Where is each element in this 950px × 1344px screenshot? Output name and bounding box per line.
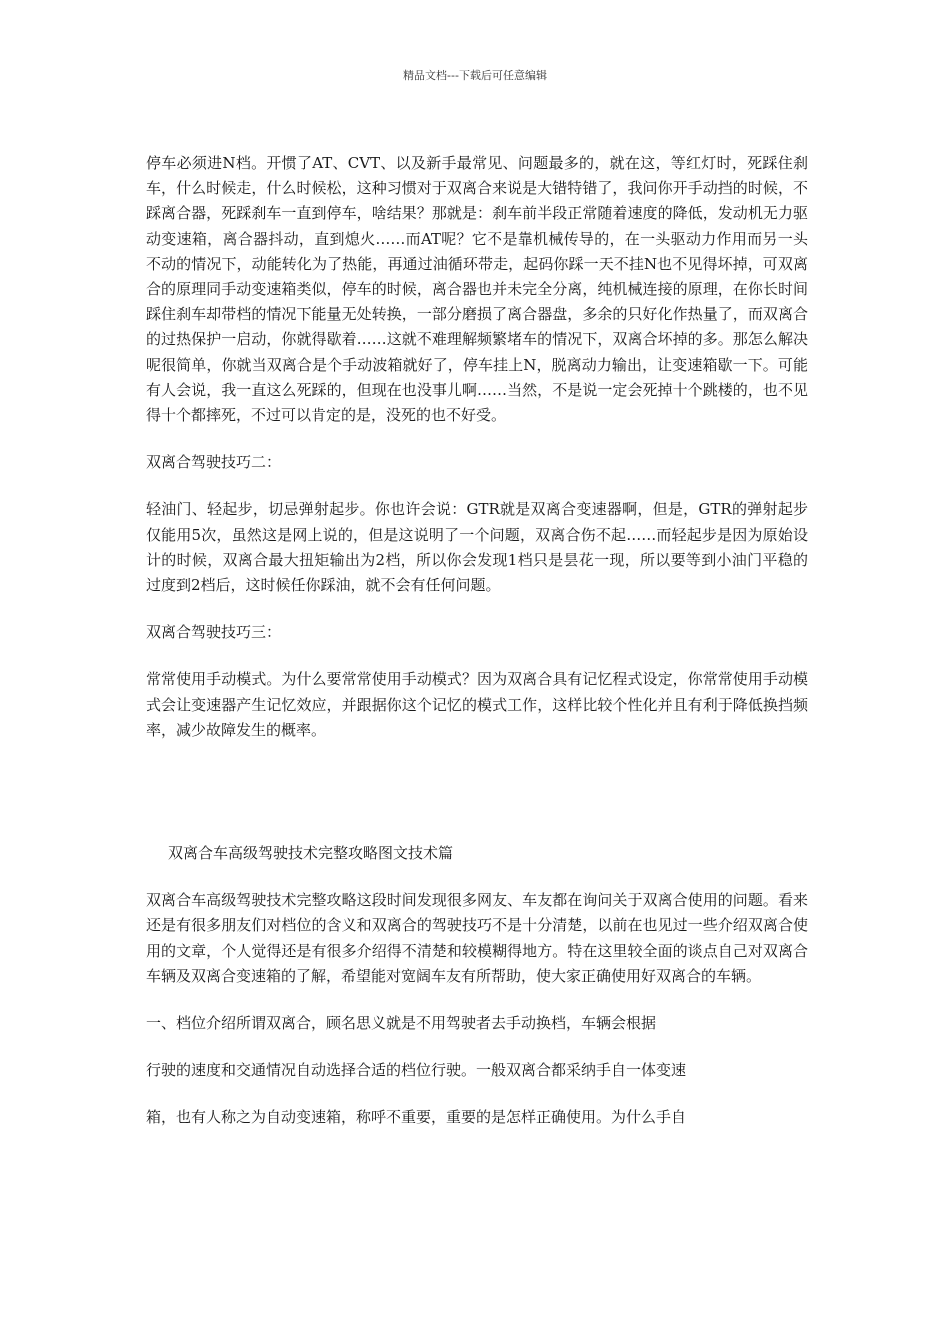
paragraph-tip-three: 常常使用手动模式。为什么要常常使用手动模式？因为双离合具有记忆程式设定，你常常使用手动模式会让变速器产生记忆效应，并跟据你这个记忆的模式工作，这样比较个性化并且有利于降低换挡频率，减少故障发生的概率。 [146,670,808,739]
paragraph-parking-neutral: 停车必须进N档。开惯了AT、CVT、以及新手最常见、问题最多的，就在这，等红灯时，死踩住刹车，什么时候走，什么时候松，这种习惯对于双离合来说是大错特错了，我问你开手动挡的时候，不踩离合器，死踩刹车一直到停车，啥结果？那就是：刹车前半段正常随着速度的降低，发动机无力驱动变速箱，离合器抖动，直到熄火……而AT呢？它不是靠机械传导的，在一头驱动力作用而另一头不动的情况下，动能转化为了热能，再通过油循环带走，起码你踩一天不挂N也不见得坏掉，可双离合的原理同手动变速箱类似，停车的时候，离合器也并未完全分离，纯机械连接的原理，在你长时间踩住刹车却带档的情况下能量无处转换，一部分磨损了离合器盘，多余的只好化作热量了，而双离合的过热保护一启动，你就得歇着……这就不难理解频繁堵车的情况下，双离合坏掉的多。那怎么解决呢很简单，你就当双离合是个手动波箱就好了，停车挂上N，脱离动力输出，让变速箱歇一下。可能有人会说，我一直这么死踩的，但现在也没事儿啊……当然，不是说一定会死掉十个跳楼的，也不见得十个都摔死，不过可以肯定的是，没死的也不好受。 [146,154,808,425]
paragraph-gear-intro-line-3: 箱，也有人称之为自动变速箱，称呼不重要，重要的是怎样正确使用。为什么手自 [146,1108,687,1127]
paragraph-intro: 双离合车高级驾驶技术完整攻略这段时间发现很多网友、车友都在询问关于双离合使用的问题。看来还是有很多朋友们对档位的含义和双离合的驾驶技巧不是十分清楚，以前在也见过一些介绍双离合使用的文章，个人觉得还是有很多介绍得不清楚和较模糊得地方。特在这里较全面的谈点自己对双离合车辆及双离合变速箱的了解，希望能对宽阔车友有所帮助，使大家正确使用好双离合的车辆。 [146,891,808,985]
paragraph-gear-intro-line-1: 一、档位介绍所谓双离合，顾名思义就是不用驾驶者去手动换档，车辆会根据 [146,1014,657,1033]
heading-tip-three: 双离合驾驶技巧三： [146,623,282,642]
paragraph-gear-intro-line-2: 行驶的速度和交通情况自动选择合适的档位行驶。一般双离合都采纳手自一体变速 [146,1061,687,1080]
paragraph-tip-two: 轻油门、轻起步，切忌弹射起步。你也许会说：GTR就是双离合变速器啊，但是，GTR的弹射起步仅能用5次，虽然这是网上说的，但是这说明了一个问题，双离合伤不起……而轻起步是因为原始设计的时候，双离合最大扭矩输出为2档，所以你会发现1档只是昙花一现，所以要等到小油门平稳的过度到2档后，这时候任你踩油，就不会有任何问题。 [146,500,808,595]
page-header: 精品文档---下载后可任意编辑 [403,69,547,82]
heading-tip-two: 双离合驾驶技巧二： [146,453,282,472]
article-title: 双离合车高级驾驶技术完整攻略图文技术篇 [168,844,454,863]
document-body [146,151,808,1131]
